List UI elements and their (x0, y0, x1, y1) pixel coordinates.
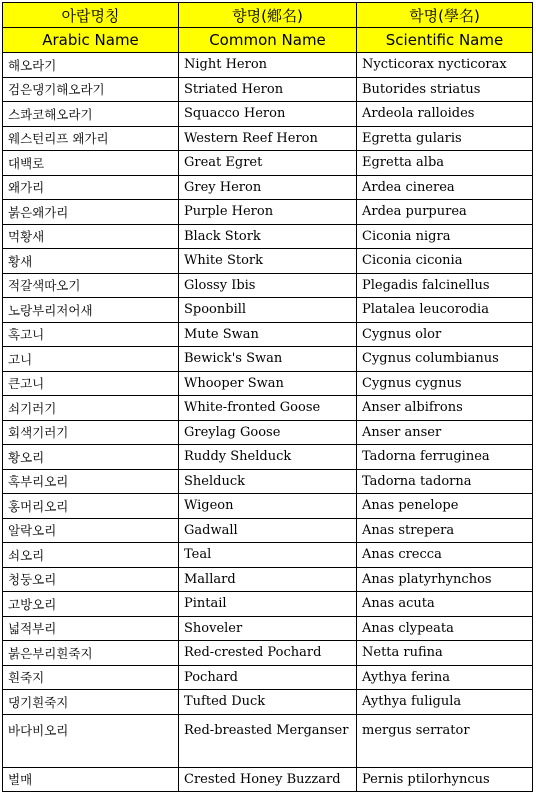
table-row (3, 77, 533, 102)
header-scientific-name: Scientific Name (357, 28, 533, 53)
cell-common-name: Mute Swan (179, 322, 357, 347)
cell-arabic-name: 회색기러기 (3, 420, 179, 445)
cell-scientific-name: Pernis ptilorhyncus (357, 767, 533, 792)
table-row (3, 249, 533, 274)
cell-common-name: Pochard (179, 665, 357, 690)
cell-arabic-name: 청둥오리 (3, 567, 179, 592)
cell-common-name: Spoonbill (179, 298, 357, 323)
cell-common-name: Black Stork (179, 224, 357, 249)
cell-scientific-name: Aythya ferina (357, 665, 533, 690)
cell-arabic-name: 황오리 (3, 445, 179, 470)
cell-arabic-name: 적갈색따오기 (3, 273, 179, 298)
cell-common-name: Pintail (179, 592, 357, 617)
cell-scientific-name: Anas clypeata (357, 616, 533, 641)
table-row (3, 126, 533, 151)
cell-common-name: Shelduck (179, 469, 357, 494)
table-body (3, 53, 533, 792)
cell-common-name: Gadwall (179, 518, 357, 543)
table-row (3, 567, 533, 592)
cell-common-name: Teal (179, 543, 357, 568)
table-row (3, 396, 533, 421)
cell-scientific-name: mergus serrator (357, 714, 533, 767)
cell-common-name: Tufted Duck (179, 690, 357, 715)
cell-scientific-name: Ciconia nigra (357, 224, 533, 249)
cell-common-name: Greylag Goose (179, 420, 357, 445)
cell-arabic-name: 혹고니 (3, 322, 179, 347)
table-row (3, 616, 533, 641)
table-row (3, 469, 533, 494)
cell-arabic-name: 댕기흰죽지 (3, 690, 179, 715)
cell-arabic-name: 흰죽지 (3, 665, 179, 690)
cell-arabic-name: 쇠오리 (3, 543, 179, 568)
cell-arabic-name: 황새 (3, 249, 179, 274)
cell-scientific-name: Butorides striatus (357, 77, 533, 102)
cell-scientific-name: Anas crecca (357, 543, 533, 568)
cell-common-name: Night Heron (179, 53, 357, 78)
table-row (3, 592, 533, 617)
table-row (3, 518, 533, 543)
cell-arabic-name: 웨스턴리프 왜가리 (3, 126, 179, 151)
cell-arabic-name: 혹부리오리 (3, 469, 179, 494)
cell-arabic-name: 해오라기 (3, 53, 179, 78)
cell-arabic-name: 스콰코해오라기 (3, 102, 179, 127)
table-row (3, 224, 533, 249)
cell-scientific-name: Anas platyrhynchos (357, 567, 533, 592)
table-row (3, 298, 533, 323)
cell-arabic-name: 큰고니 (3, 371, 179, 396)
table-row (3, 347, 533, 372)
cell-scientific-name: Cygnus olor (357, 322, 533, 347)
cell-arabic-name: 붉은부리흰죽지 (3, 641, 179, 666)
cell-scientific-name: Ardea cinerea (357, 175, 533, 200)
cell-scientific-name: Anas penelope (357, 494, 533, 519)
table-row (3, 543, 533, 568)
cell-common-name: Striated Heron (179, 77, 357, 102)
cell-arabic-name: 바다비오리 (3, 714, 179, 767)
cell-arabic-name: 넓적부리 (3, 616, 179, 641)
cell-arabic-name: 검은댕기해오라기 (3, 77, 179, 102)
table-header (3, 3, 533, 53)
cell-common-name: Wigeon (179, 494, 357, 519)
cell-arabic-name: 벌매 (3, 767, 179, 792)
cell-scientific-name: Platalea leucorodia (357, 298, 533, 323)
header-row-english (3, 28, 533, 53)
table-row (3, 371, 533, 396)
header-arabic-korean: 아랍명칭 (3, 3, 179, 28)
table-row (3, 273, 533, 298)
cell-common-name: Purple Heron (179, 200, 357, 225)
cell-scientific-name: Tadorna ferruginea (357, 445, 533, 470)
header-common-name: Common Name (179, 28, 357, 53)
cell-scientific-name: Netta rufina (357, 641, 533, 666)
cell-scientific-name: Anas strepera (357, 518, 533, 543)
table-row (3, 420, 533, 445)
cell-common-name: White-fronted Goose (179, 396, 357, 421)
table-row (3, 322, 533, 347)
cell-arabic-name: 알락오리 (3, 518, 179, 543)
cell-arabic-name: 왜가리 (3, 175, 179, 200)
cell-scientific-name: Egretta gularis (357, 126, 533, 151)
cell-scientific-name: Nycticorax nycticorax (357, 53, 533, 78)
cell-common-name: Whooper Swan (179, 371, 357, 396)
table-row (3, 175, 533, 200)
cell-common-name: Shoveler (179, 616, 357, 641)
header-arabic-name: Arabic Name (3, 28, 179, 53)
bird-names-table (2, 2, 533, 792)
table-row (3, 690, 533, 715)
cell-arabic-name: 고니 (3, 347, 179, 372)
cell-scientific-name: Ardeola ralloides (357, 102, 533, 127)
cell-scientific-name: Tadorna tadorna (357, 469, 533, 494)
cell-common-name: Ruddy Shelduck (179, 445, 357, 470)
table-row (3, 665, 533, 690)
table-row (3, 102, 533, 127)
cell-common-name: Squacco Heron (179, 102, 357, 127)
table-row (3, 494, 533, 519)
cell-common-name: Western Reef Heron (179, 126, 357, 151)
cell-arabic-name: 쇠기러기 (3, 396, 179, 421)
cell-arabic-name: 먹황새 (3, 224, 179, 249)
cell-arabic-name: 고방오리 (3, 592, 179, 617)
cell-scientific-name: Egretta alba (357, 151, 533, 176)
table-row (3, 53, 533, 78)
cell-common-name: Glossy Ibis (179, 273, 357, 298)
cell-common-name: Red-crested Pochard (179, 641, 357, 666)
cell-scientific-name: Cygnus columbianus (357, 347, 533, 372)
table-row (3, 151, 533, 176)
header-scientific-korean: 학명(學名) (357, 3, 533, 28)
cell-scientific-name: Ardea purpurea (357, 200, 533, 225)
cell-common-name: Mallard (179, 567, 357, 592)
cell-common-name: White Stork (179, 249, 357, 274)
cell-common-name: Red-breasted Merganser (179, 714, 357, 767)
table-row (3, 200, 533, 225)
cell-scientific-name: Anser anser (357, 420, 533, 445)
cell-scientific-name: Anser albifrons (357, 396, 533, 421)
table-row (3, 445, 533, 470)
cell-common-name: Crested Honey Buzzard (179, 767, 357, 792)
cell-common-name: Great Egret (179, 151, 357, 176)
cell-arabic-name: 대백로 (3, 151, 179, 176)
cell-scientific-name: Cygnus cygnus (357, 371, 533, 396)
cell-arabic-name: 노랑부리저어새 (3, 298, 179, 323)
table-row (3, 714, 533, 767)
cell-arabic-name: 붉은왜가리 (3, 200, 179, 225)
cell-scientific-name: Aythya fuligula (357, 690, 533, 715)
cell-common-name: Grey Heron (179, 175, 357, 200)
cell-common-name: Bewick's Swan (179, 347, 357, 372)
table-row (3, 641, 533, 666)
cell-scientific-name: Plegadis falcinellus (357, 273, 533, 298)
cell-scientific-name: Ciconia ciconia (357, 249, 533, 274)
header-row-korean (3, 3, 533, 28)
cell-arabic-name: 홍머리오리 (3, 494, 179, 519)
header-common-korean: 향명(鄕名) (179, 3, 357, 28)
cell-scientific-name: Anas acuta (357, 592, 533, 617)
table-row (3, 767, 533, 792)
